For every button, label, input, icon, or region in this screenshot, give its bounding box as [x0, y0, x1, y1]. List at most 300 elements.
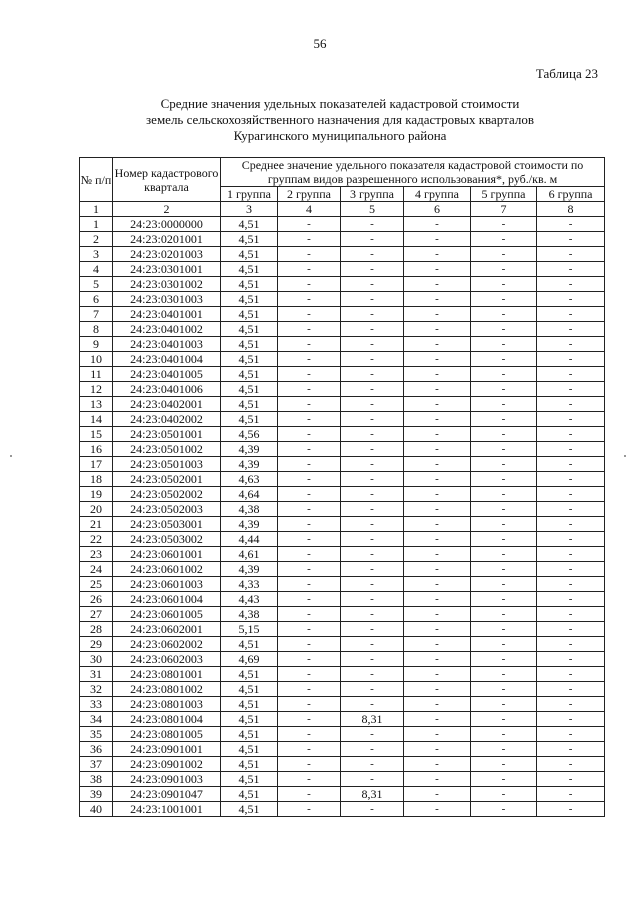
row-number: 30 — [80, 652, 113, 667]
row-number: 28 — [80, 622, 113, 637]
table-row — [80, 472, 605, 487]
group-5-value: - — [471, 307, 537, 322]
row-number: 27 — [80, 607, 113, 622]
group-4-value: - — [404, 592, 471, 607]
group-2-value: - — [278, 487, 341, 502]
group-3-value: - — [341, 577, 404, 592]
title-line-2: земель сельскохозяйственного назначения для кадастровых кварталов — [146, 112, 534, 127]
row-number: 2 — [80, 232, 113, 247]
group-3-value: - — [341, 232, 404, 247]
table-row — [80, 607, 605, 622]
table-row — [80, 802, 605, 817]
table-row — [80, 217, 605, 232]
group-5-value: - — [471, 262, 537, 277]
group-2-value: - — [278, 457, 341, 472]
group-2-value: - — [278, 292, 341, 307]
table-row — [80, 277, 605, 292]
table-row — [80, 382, 605, 397]
cadastral-number: 24:23:0801002 — [113, 682, 221, 697]
table-row — [80, 307, 605, 322]
table-row — [80, 727, 605, 742]
table-row — [80, 562, 605, 577]
group-1-value: 4,38 — [221, 502, 278, 517]
cadastral-number: 24:23:0801005 — [113, 727, 221, 742]
group-1-value: 4,43 — [221, 592, 278, 607]
group-4-value: - — [404, 547, 471, 562]
group-2-value: - — [278, 472, 341, 487]
cadastral-number: 24:23:0401002 — [113, 322, 221, 337]
group-4-value: - — [404, 457, 471, 472]
group-4-value: - — [404, 472, 471, 487]
table-row — [80, 247, 605, 262]
group-6-value: - — [537, 652, 605, 667]
row-number: 6 — [80, 292, 113, 307]
column-number-5: 5 — [341, 202, 404, 217]
row-number: 15 — [80, 427, 113, 442]
group-6-value: - — [537, 487, 605, 502]
row-number: 20 — [80, 502, 113, 517]
row-number: 21 — [80, 517, 113, 532]
cadastral-number: 24:23:0000000 — [113, 217, 221, 232]
table-row — [80, 742, 605, 757]
group-6-value: - — [537, 712, 605, 727]
cadastral-number: 24:23:0502002 — [113, 487, 221, 502]
table-row — [80, 622, 605, 637]
cadastral-number: 24:23:0401001 — [113, 307, 221, 322]
group-4-value: - — [404, 577, 471, 592]
group-5-value: - — [471, 427, 537, 442]
group-2-value: - — [278, 517, 341, 532]
group-1-value: 4,51 — [221, 637, 278, 652]
table-row — [80, 502, 605, 517]
group-2-value: - — [278, 427, 341, 442]
group-5-value: - — [471, 412, 537, 427]
column-number-1: 1 — [80, 202, 113, 217]
table-row — [80, 547, 605, 562]
group-3-value: - — [341, 652, 404, 667]
group-4-value: - — [404, 322, 471, 337]
row-number: 12 — [80, 382, 113, 397]
group-6-value: - — [537, 757, 605, 772]
row-number: 17 — [80, 457, 113, 472]
cadastral-number: 24:23:1001001 — [113, 802, 221, 817]
cadastral-number: 24:23:0602001 — [113, 622, 221, 637]
group-5-value: - — [471, 442, 537, 457]
row-number: 37 — [80, 757, 113, 772]
table-row — [80, 232, 605, 247]
group-4-value: - — [404, 742, 471, 757]
group-2-value: - — [278, 727, 341, 742]
cadastral-number: 24:23:0801004 — [113, 712, 221, 727]
group-6-value: - — [537, 547, 605, 562]
group-1-value: 4,51 — [221, 802, 278, 817]
group-5-value: - — [471, 397, 537, 412]
cadastral-number: 24:23:0503001 — [113, 517, 221, 532]
group-3-value: 8,31 — [341, 787, 404, 802]
table-row — [80, 637, 605, 652]
group-4-value: - — [404, 502, 471, 517]
group-5-value: - — [471, 217, 537, 232]
group-3-value: - — [341, 667, 404, 682]
table-row — [80, 322, 605, 337]
row-number: 38 — [80, 772, 113, 787]
group-4-value: - — [404, 367, 471, 382]
group-4-value: - — [404, 607, 471, 622]
group-5-value: - — [471, 532, 537, 547]
group-3-value: - — [341, 427, 404, 442]
group-3-value: - — [341, 412, 404, 427]
cadastral-number: 24:23:0501001 — [113, 427, 221, 442]
group-2-value: - — [278, 502, 341, 517]
group-1-value: 4,51 — [221, 322, 278, 337]
group-2-value: - — [278, 412, 341, 427]
header-group-4: 4 группа — [404, 187, 471, 202]
group-4-value: - — [404, 412, 471, 427]
column-number-4: 4 — [278, 202, 341, 217]
group-1-value: 4,51 — [221, 397, 278, 412]
group-6-value: - — [537, 742, 605, 757]
group-3-value: - — [341, 487, 404, 502]
group-3-value: - — [341, 547, 404, 562]
group-5-value: - — [471, 637, 537, 652]
cadastral-number: 24:23:0801003 — [113, 697, 221, 712]
group-2-value: - — [278, 712, 341, 727]
group-4-value: - — [404, 772, 471, 787]
table-row — [80, 427, 605, 442]
group-5-value: - — [471, 712, 537, 727]
row-number: 13 — [80, 397, 113, 412]
group-3-value: - — [341, 727, 404, 742]
group-6-value: - — [537, 472, 605, 487]
group-6-value: - — [537, 502, 605, 517]
group-6-value: - — [537, 427, 605, 442]
group-5-value: - — [471, 277, 537, 292]
group-6-value: - — [537, 352, 605, 367]
group-5-value: - — [471, 502, 537, 517]
group-1-value: 4,51 — [221, 742, 278, 757]
group-4-value: - — [404, 712, 471, 727]
group-1-value: 4,51 — [221, 277, 278, 292]
group-3-value: - — [341, 457, 404, 472]
group-1-value: 4,51 — [221, 787, 278, 802]
group-2-value: - — [278, 337, 341, 352]
group-5-value: - — [471, 457, 537, 472]
header-group-5: 5 группа — [471, 187, 537, 202]
group-3-value: - — [341, 517, 404, 532]
row-number: 29 — [80, 637, 113, 652]
cadastral-number: 24:23:0301002 — [113, 277, 221, 292]
group-6-value: - — [537, 232, 605, 247]
row-number: 3 — [80, 247, 113, 262]
group-6-value: - — [537, 307, 605, 322]
table-row — [80, 397, 605, 412]
group-1-value: 4,51 — [221, 757, 278, 772]
group-3-value: - — [341, 277, 404, 292]
group-2-value: - — [278, 607, 341, 622]
group-5-value: - — [471, 367, 537, 382]
group-6-value: - — [537, 442, 605, 457]
row-number: 36 — [80, 742, 113, 757]
group-4-value: - — [404, 667, 471, 682]
cadastral-number: 24:23:0601003 — [113, 577, 221, 592]
group-4-value: - — [404, 562, 471, 577]
group-5-value: - — [471, 652, 537, 667]
group-3-value: - — [341, 397, 404, 412]
group-1-value: 4,51 — [221, 292, 278, 307]
row-number: 14 — [80, 412, 113, 427]
group-2-value: - — [278, 802, 341, 817]
group-2-value: - — [278, 667, 341, 682]
group-6-value: - — [537, 292, 605, 307]
group-1-value: 4,51 — [221, 697, 278, 712]
group-3-value: - — [341, 367, 404, 382]
group-4-value: - — [404, 652, 471, 667]
group-3-value: - — [341, 307, 404, 322]
group-5-value: - — [471, 382, 537, 397]
group-4-value: - — [404, 517, 471, 532]
group-1-value: 4,51 — [221, 217, 278, 232]
group-2-value: - — [278, 322, 341, 337]
group-6-value: - — [537, 697, 605, 712]
group-1-value: 4,51 — [221, 307, 278, 322]
table-row — [80, 712, 605, 727]
group-2-value: - — [278, 547, 341, 562]
cadastral-number: 24:23:0401005 — [113, 367, 221, 382]
group-4-value: - — [404, 757, 471, 772]
page-number: 56 — [313, 36, 327, 51]
group-3-value: - — [341, 337, 404, 352]
group-2-value: - — [278, 697, 341, 712]
row-number: 7 — [80, 307, 113, 322]
column-number-8: 8 — [537, 202, 605, 217]
cadastral-number: 24:23:0601004 — [113, 592, 221, 607]
group-2-value: - — [278, 367, 341, 382]
group-4-value: - — [404, 442, 471, 457]
group-6-value: - — [537, 682, 605, 697]
row-number: 1 — [80, 217, 113, 232]
row-number: 24 — [80, 562, 113, 577]
group-2-value: - — [278, 307, 341, 322]
group-1-value: 4,51 — [221, 412, 278, 427]
table-row — [80, 577, 605, 592]
cadastral-number: 24:23:0901047 — [113, 787, 221, 802]
table-row — [80, 442, 605, 457]
group-4-value: - — [404, 727, 471, 742]
group-6-value: - — [537, 457, 605, 472]
group-3-value: - — [341, 472, 404, 487]
group-4-value: - — [404, 487, 471, 502]
group-3-value: - — [341, 682, 404, 697]
group-2-value: - — [278, 787, 341, 802]
cadastral-number: 24:23:0301001 — [113, 262, 221, 277]
group-6-value: - — [537, 247, 605, 262]
group-1-value: 4,51 — [221, 772, 278, 787]
table-row — [80, 682, 605, 697]
table-row — [80, 652, 605, 667]
group-6-value: - — [537, 337, 605, 352]
group-3-value: - — [341, 262, 404, 277]
group-6-value: - — [537, 217, 605, 232]
table-row — [80, 292, 605, 307]
group-4-value: - — [404, 307, 471, 322]
row-number: 23 — [80, 547, 113, 562]
group-2-value: - — [278, 217, 341, 232]
group-1-value: 4,39 — [221, 517, 278, 532]
header-cadastral-number: Номер кадастрового квартала — [113, 158, 221, 202]
table-row — [80, 487, 605, 502]
group-5-value: - — [471, 607, 537, 622]
row-number: 10 — [80, 352, 113, 367]
group-3-value: - — [341, 592, 404, 607]
group-1-value: 4,61 — [221, 547, 278, 562]
cadastral-number: 24:23:0502001 — [113, 472, 221, 487]
group-1-value: 4,51 — [221, 352, 278, 367]
cadastral-number: 24:23:0901001 — [113, 742, 221, 757]
row-number: 26 — [80, 592, 113, 607]
group-2-value: - — [278, 637, 341, 652]
group-4-value: - — [404, 697, 471, 712]
group-5-value: - — [471, 742, 537, 757]
group-4-value: - — [404, 622, 471, 637]
group-1-value: 4,51 — [221, 712, 278, 727]
group-4-value: - — [404, 397, 471, 412]
cadastral-number: 24:23:0402001 — [113, 397, 221, 412]
group-4-value: - — [404, 637, 471, 652]
cadastral-value-table — [79, 157, 605, 817]
group-5-value: - — [471, 547, 537, 562]
group-4-value: - — [404, 382, 471, 397]
group-4-value: - — [404, 232, 471, 247]
cadastral-number: 24:23:0501003 — [113, 457, 221, 472]
group-1-value: 4,51 — [221, 382, 278, 397]
group-3-value: - — [341, 772, 404, 787]
cadastral-number: 24:23:0502003 — [113, 502, 221, 517]
table-row — [80, 697, 605, 712]
header-average-value: Среднее значение удельного показателя кадастровой стоимости по группам видов разрешенного использования*, руб./кв. м — [221, 158, 605, 187]
group-3-value: - — [341, 352, 404, 367]
group-5-value: - — [471, 802, 537, 817]
group-1-value: 4,51 — [221, 232, 278, 247]
group-6-value: - — [537, 562, 605, 577]
group-1-value: 4,39 — [221, 562, 278, 577]
group-3-value: - — [341, 562, 404, 577]
row-number: 9 — [80, 337, 113, 352]
group-2-value: - — [278, 562, 341, 577]
group-4-value: - — [404, 247, 471, 262]
group-6-value: - — [537, 592, 605, 607]
group-6-value: - — [537, 577, 605, 592]
group-5-value: - — [471, 322, 537, 337]
group-2-value: - — [278, 577, 341, 592]
group-2-value: - — [278, 622, 341, 637]
group-1-value: 4,39 — [221, 457, 278, 472]
group-3-value: - — [341, 622, 404, 637]
group-6-value: - — [537, 637, 605, 652]
table-row — [80, 337, 605, 352]
cadastral-number: 24:23:0401003 — [113, 337, 221, 352]
group-6-value: - — [537, 382, 605, 397]
group-6-value: - — [537, 802, 605, 817]
row-number: 8 — [80, 322, 113, 337]
table-row — [80, 787, 605, 802]
group-2-value: - — [278, 247, 341, 262]
cadastral-number: 24:23:0901003 — [113, 772, 221, 787]
group-5-value: - — [471, 232, 537, 247]
cadastral-number: 24:23:0601005 — [113, 607, 221, 622]
group-1-value: 4,38 — [221, 607, 278, 622]
column-number-6: 6 — [404, 202, 471, 217]
header-group-2: 2 группа — [278, 187, 341, 202]
group-4-value: - — [404, 262, 471, 277]
group-5-value: - — [471, 562, 537, 577]
group-3-value: - — [341, 697, 404, 712]
group-6-value: - — [537, 532, 605, 547]
table-row — [80, 352, 605, 367]
group-3-value: - — [341, 742, 404, 757]
group-6-value: - — [537, 262, 605, 277]
header-group-6: 6 группа — [537, 187, 605, 202]
table-row — [80, 592, 605, 607]
group-2-value: - — [278, 532, 341, 547]
cadastral-number: 24:23:0401006 — [113, 382, 221, 397]
group-1-value: 4,51 — [221, 367, 278, 382]
group-1-value: 4,51 — [221, 247, 278, 262]
group-6-value: - — [537, 367, 605, 382]
row-number: 25 — [80, 577, 113, 592]
table-row — [80, 532, 605, 547]
group-4-value: - — [404, 427, 471, 442]
row-number: 11 — [80, 367, 113, 382]
group-1-value: 4,51 — [221, 727, 278, 742]
cadastral-number: 24:23:0501002 — [113, 442, 221, 457]
table-row — [80, 772, 605, 787]
row-number: 18 — [80, 472, 113, 487]
group-3-value: - — [341, 532, 404, 547]
group-1-value: 4,64 — [221, 487, 278, 502]
table-row — [80, 367, 605, 382]
table-row — [80, 757, 605, 772]
group-5-value: - — [471, 487, 537, 502]
group-4-value: - — [404, 217, 471, 232]
row-number: 39 — [80, 787, 113, 802]
group-1-value: 4,56 — [221, 427, 278, 442]
group-4-value: - — [404, 682, 471, 697]
column-number-7: 7 — [471, 202, 537, 217]
row-number: 16 — [80, 442, 113, 457]
row-number: 35 — [80, 727, 113, 742]
group-3-value: - — [341, 442, 404, 457]
group-1-value: 4,44 — [221, 532, 278, 547]
group-5-value: - — [471, 472, 537, 487]
group-2-value: - — [278, 652, 341, 667]
group-4-value: - — [404, 292, 471, 307]
group-1-value: 4,33 — [221, 577, 278, 592]
table-row — [80, 262, 605, 277]
group-6-value: - — [537, 787, 605, 802]
row-number: 40 — [80, 802, 113, 817]
cadastral-number: 24:23:0201003 — [113, 247, 221, 262]
cadastral-number: 24:23:0602003 — [113, 652, 221, 667]
cadastral-number: 24:23:0801001 — [113, 667, 221, 682]
header-group-1: 1 группа — [221, 187, 278, 202]
group-1-value: 4,51 — [221, 667, 278, 682]
group-5-value: - — [471, 337, 537, 352]
group-2-value: - — [278, 277, 341, 292]
group-1-value: 5,15 — [221, 622, 278, 637]
group-2-value: - — [278, 397, 341, 412]
cadastral-number: 24:23:0503002 — [113, 532, 221, 547]
group-3-value: - — [341, 757, 404, 772]
